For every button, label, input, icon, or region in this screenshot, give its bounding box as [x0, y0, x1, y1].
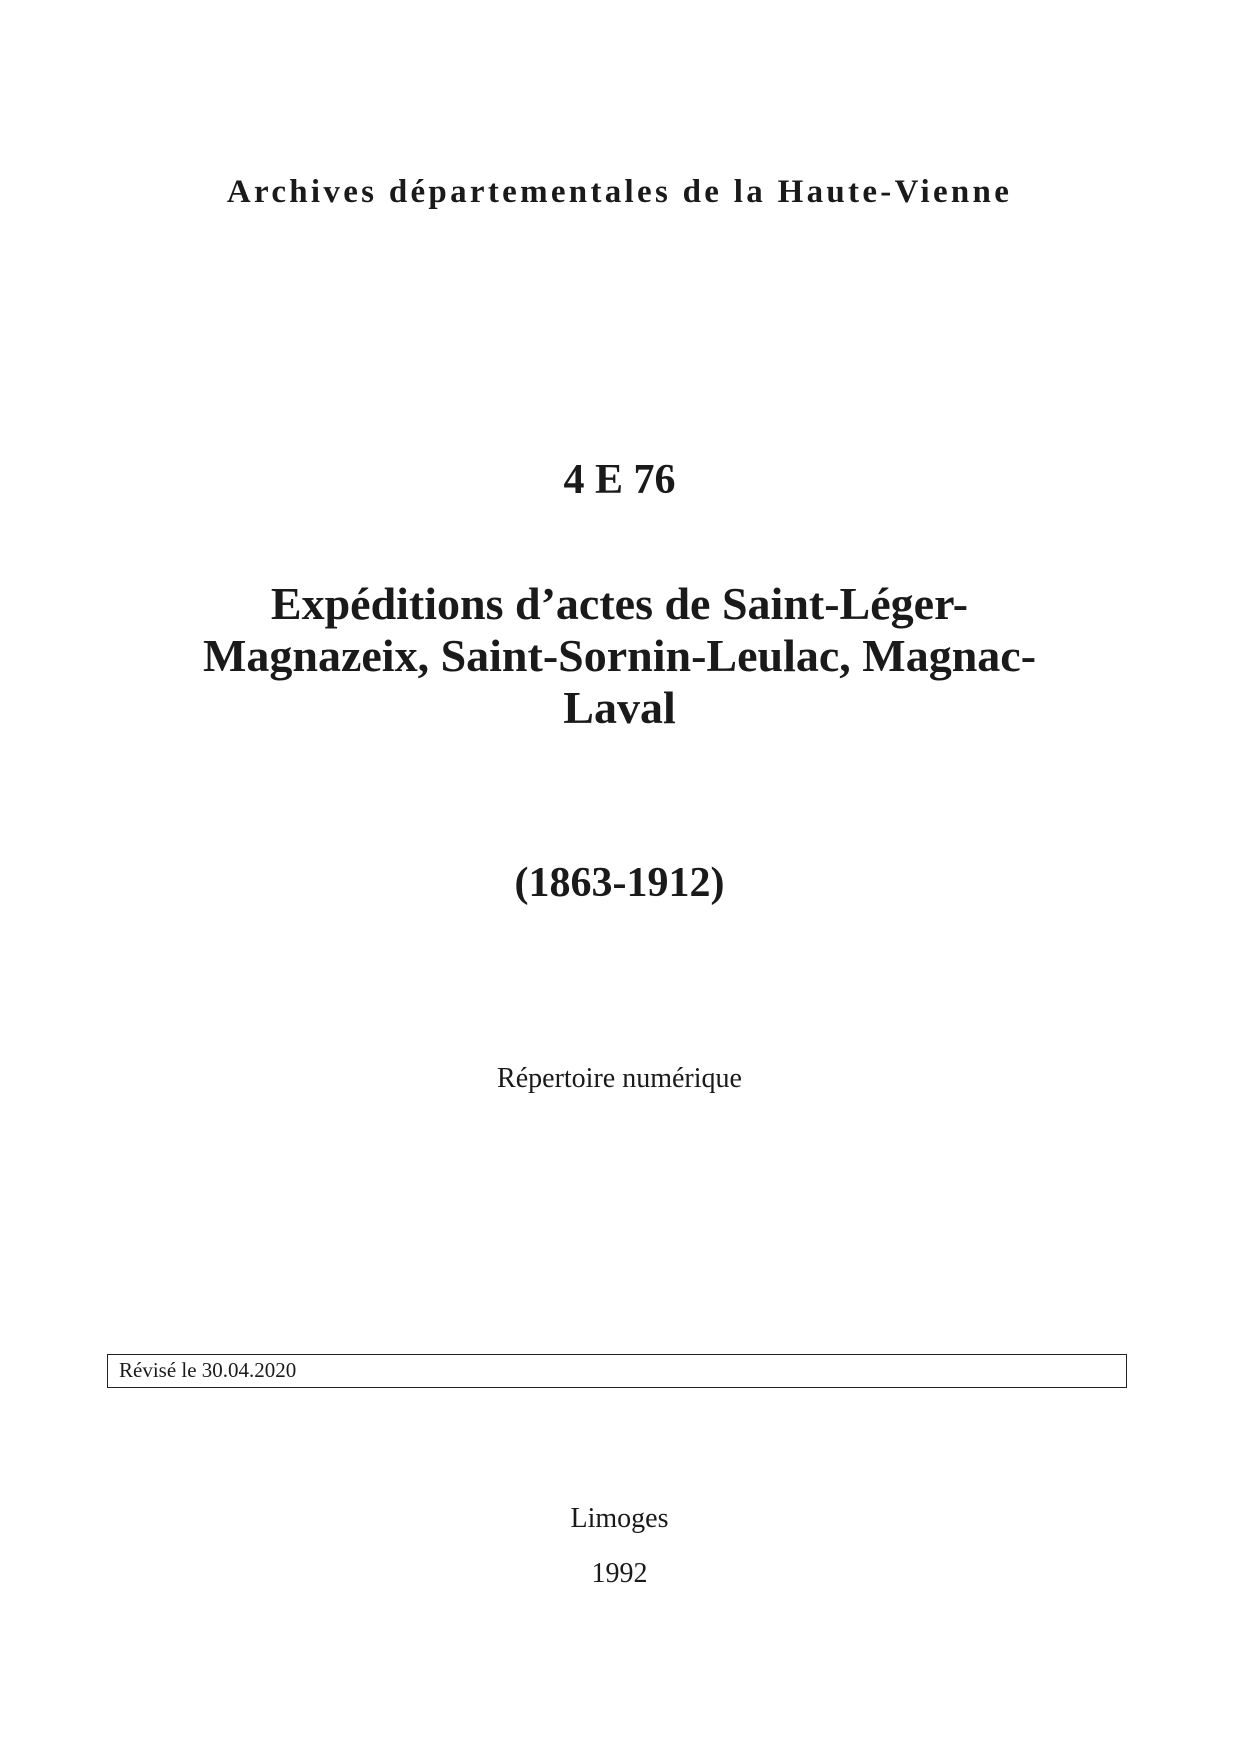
document-type: Répertoire numérique: [497, 1063, 742, 1094]
document-title: [150, 578, 1089, 734]
title-line: Laval: [563, 682, 676, 733]
publication-place: Limoges: [570, 1503, 669, 1534]
title-line: Magnazeix, Saint-Sornin-Leulac, Magnac-: [202, 630, 1037, 681]
publication-year: 1992: [591, 1558, 648, 1589]
revision-text: Révisé le 30.04.2020: [119, 1358, 297, 1382]
archive-reference: 4 E 76: [563, 457, 676, 503]
date-range: (1863-1912): [514, 860, 725, 906]
institution-name: Archives départementales de la Haute-Vienne: [226, 174, 1013, 210]
revision-box: [107, 1354, 1127, 1388]
title-line: Expéditions d’actes de Saint-Léger-: [270, 578, 969, 629]
